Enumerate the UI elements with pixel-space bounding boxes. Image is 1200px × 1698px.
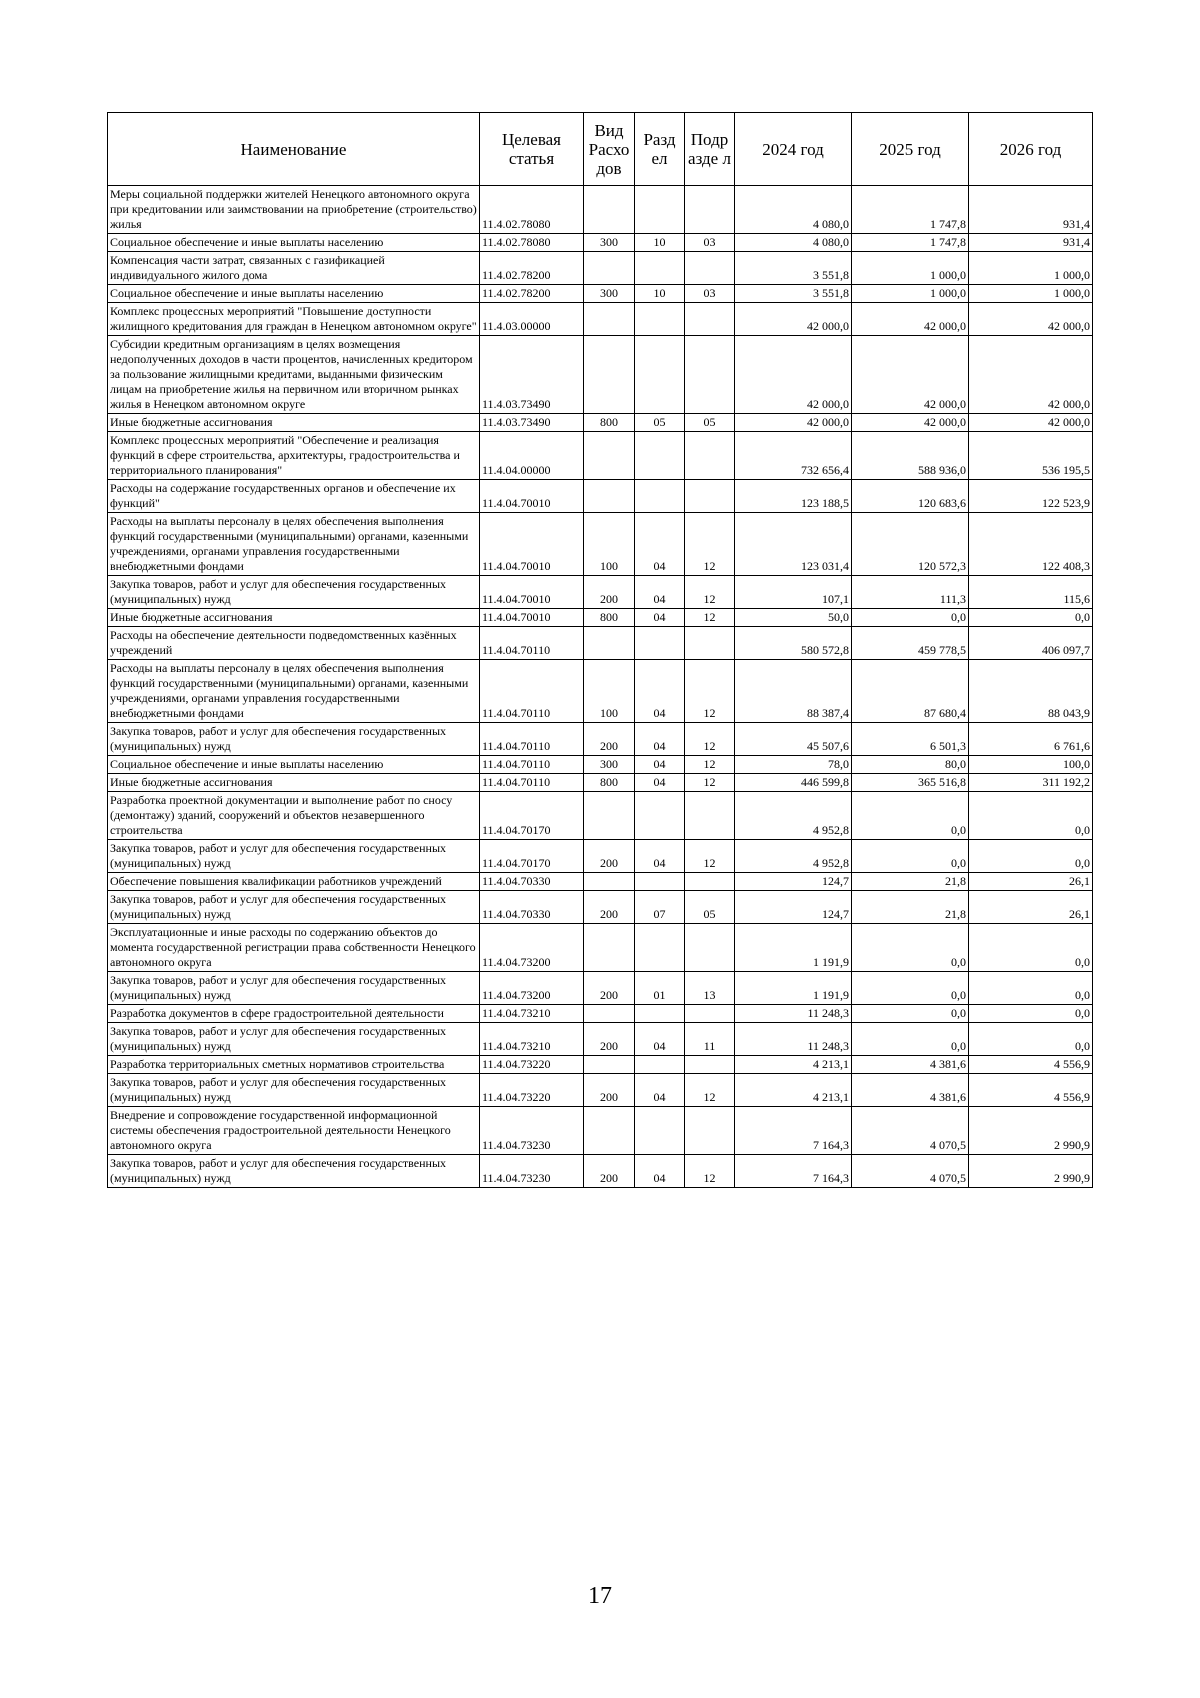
row-value-2025: 459 778,5 [852, 627, 969, 660]
row-target-article: 11.4.04.70330 [480, 873, 584, 891]
header-target-article: Целевая статья [480, 113, 584, 186]
row-value-2025: 21,8 [852, 891, 969, 924]
row-target-article: 11.4.04.73200 [480, 924, 584, 972]
row-subsection [685, 1056, 735, 1074]
row-section: 04 [635, 576, 685, 609]
row-expense-type [584, 627, 635, 660]
table-header-row [108, 113, 1093, 186]
row-subsection: 12 [685, 1074, 735, 1107]
row-value-2025: 588 936,0 [852, 432, 969, 480]
row-target-article: 11.4.03.73490 [480, 336, 584, 414]
row-name: Закупка товаров, работ и услуг для обеспечения государственных (муниципальных) нужд [108, 1155, 480, 1188]
row-subsection [685, 1107, 735, 1155]
row-value-2025: 4 381,6 [852, 1074, 969, 1107]
row-expense-type [584, 303, 635, 336]
row-value-2025: 4 070,5 [852, 1107, 969, 1155]
row-subsection [685, 432, 735, 480]
row-section [635, 480, 685, 513]
row-value-2026: 1 000,0 [969, 285, 1093, 303]
row-name: Расходы на выплаты персоналу в целях обеспечения выполнения функций государственными (муниципальными) органами, казенными учреждениями, органами управления государственными внебюджетными фондами [108, 660, 480, 723]
row-target-article: 11.4.04.70110 [480, 774, 584, 792]
row-expense-type: 200 [584, 576, 635, 609]
row-section: 04 [635, 513, 685, 576]
row-value-2024: 4 213,1 [735, 1074, 852, 1107]
row-section [635, 1056, 685, 1074]
row-section: 10 [635, 285, 685, 303]
row-name: Закупка товаров, работ и услуг для обеспечения государственных (муниципальных) нужд [108, 723, 480, 756]
row-value-2024: 124,7 [735, 891, 852, 924]
row-target-article: 11.4.02.78200 [480, 252, 584, 285]
row-value-2025: 0,0 [852, 924, 969, 972]
row-subsection: 12 [685, 756, 735, 774]
row-value-2026: 0,0 [969, 792, 1093, 840]
row-section: 01 [635, 972, 685, 1005]
row-value-2026: 0,0 [969, 1023, 1093, 1056]
row-expense-type [584, 336, 635, 414]
row-target-article: 11.4.02.78080 [480, 186, 584, 234]
row-value-2026: 0,0 [969, 972, 1093, 1005]
row-expense-type: 200 [584, 1023, 635, 1056]
row-target-article: 11.4.02.78200 [480, 285, 584, 303]
table-row [108, 756, 1093, 774]
row-section [635, 303, 685, 336]
row-value-2024: 88 387,4 [735, 660, 852, 723]
row-target-article: 11.4.04.73230 [480, 1107, 584, 1155]
row-expense-type [584, 792, 635, 840]
row-subsection: 11 [685, 1023, 735, 1056]
row-value-2024: 107,1 [735, 576, 852, 609]
row-name: Иные бюджетные ассигнования [108, 774, 480, 792]
row-target-article: 11.4.04.70010 [480, 609, 584, 627]
row-target-article: 11.4.03.73490 [480, 414, 584, 432]
table-row [108, 924, 1093, 972]
row-value-2024: 11 248,3 [735, 1023, 852, 1056]
row-value-2024: 124,7 [735, 873, 852, 891]
row-value-2024: 732 656,4 [735, 432, 852, 480]
row-value-2026: 0,0 [969, 609, 1093, 627]
row-value-2025: 120 572,3 [852, 513, 969, 576]
row-value-2024: 1 191,9 [735, 924, 852, 972]
row-name: Комплекс процессных мероприятий "Повышение доступности жилищного кредитования для граждан в Ненецком автономном округе" [108, 303, 480, 336]
row-expense-type [584, 480, 635, 513]
row-value-2024: 4 952,8 [735, 840, 852, 873]
row-section: 04 [635, 774, 685, 792]
row-value-2025: 0,0 [852, 840, 969, 873]
row-name: Компенсация части затрат, связанных с газификацией индивидуального жилого дома [108, 252, 480, 285]
row-value-2025: 1 000,0 [852, 252, 969, 285]
row-name: Закупка товаров, работ и услуг для обеспечения государственных (муниципальных) нужд [108, 1023, 480, 1056]
row-value-2025: 4 381,6 [852, 1056, 969, 1074]
row-subsection [685, 924, 735, 972]
table-row [108, 1074, 1093, 1107]
row-value-2024: 580 572,8 [735, 627, 852, 660]
row-subsection [685, 336, 735, 414]
row-subsection [685, 303, 735, 336]
row-target-article: 11.4.04.70110 [480, 756, 584, 774]
row-value-2025: 0,0 [852, 609, 969, 627]
table-row [108, 1107, 1093, 1155]
row-expense-type: 200 [584, 891, 635, 924]
row-subsection [685, 480, 735, 513]
row-value-2026: 26,1 [969, 891, 1093, 924]
row-value-2025: 1 747,8 [852, 234, 969, 252]
row-value-2025: 21,8 [852, 873, 969, 891]
table-row [108, 1056, 1093, 1074]
row-name: Социальное обеспечение и иные выплаты населению [108, 285, 480, 303]
row-value-2026: 0,0 [969, 924, 1093, 972]
row-value-2026: 311 192,2 [969, 774, 1093, 792]
table-row [108, 891, 1093, 924]
row-expense-type: 200 [584, 972, 635, 1005]
row-name: Закупка товаров, работ и услуг для обеспечения государственных (муниципальных) нужд [108, 972, 480, 1005]
row-section: 04 [635, 756, 685, 774]
row-expense-type: 800 [584, 609, 635, 627]
row-value-2025: 42 000,0 [852, 303, 969, 336]
row-value-2025: 87 680,4 [852, 660, 969, 723]
row-value-2026: 931,4 [969, 234, 1093, 252]
row-target-article: 11.4.04.73220 [480, 1074, 584, 1107]
row-value-2024: 4 952,8 [735, 792, 852, 840]
row-section: 10 [635, 234, 685, 252]
row-value-2026: 122 408,3 [969, 513, 1093, 576]
row-value-2024: 42 000,0 [735, 414, 852, 432]
row-expense-type [584, 432, 635, 480]
table-row [108, 873, 1093, 891]
row-subsection: 12 [685, 840, 735, 873]
header-subsection: Подр азде л [685, 113, 735, 186]
row-target-article: 11.4.04.70330 [480, 891, 584, 924]
row-target-article: 11.4.04.73210 [480, 1023, 584, 1056]
row-section [635, 336, 685, 414]
row-section: 04 [635, 840, 685, 873]
row-name: Эксплуатационные и иные расходы по содержанию объектов до момента государственной регистрации права собственности Ненецкого автономного округа [108, 924, 480, 972]
row-value-2024: 7 164,3 [735, 1155, 852, 1188]
row-target-article: 11.4.02.78080 [480, 234, 584, 252]
row-expense-type: 300 [584, 756, 635, 774]
row-target-article: 11.4.04.73200 [480, 972, 584, 1005]
header-expense-type: Вид Расхо дов [584, 113, 635, 186]
row-value-2024: 42 000,0 [735, 303, 852, 336]
row-value-2024: 42 000,0 [735, 336, 852, 414]
row-value-2026: 0,0 [969, 1005, 1093, 1023]
row-expense-type: 200 [584, 840, 635, 873]
row-expense-type: 800 [584, 414, 635, 432]
row-value-2026: 6 761,6 [969, 723, 1093, 756]
row-subsection [685, 627, 735, 660]
table-row [108, 774, 1093, 792]
table-row [108, 627, 1093, 660]
row-value-2025: 42 000,0 [852, 336, 969, 414]
row-name: Закупка товаров, работ и услуг для обеспечения государственных (муниципальных) нужд [108, 1074, 480, 1107]
row-value-2024: 4 080,0 [735, 186, 852, 234]
table-row [108, 336, 1093, 414]
row-name: Субсидии кредитным организациям в целях возмещения недополученных доходов в части процентов, начисленных кредитором за пользование жилищными кредитами, выданными физическим лицам на приобретение жилья на первичном или вторичном рынках жилья в Ненецком автономном округе [108, 336, 480, 414]
row-value-2025: 365 516,8 [852, 774, 969, 792]
row-target-article: 11.4.04.70010 [480, 513, 584, 576]
row-target-article: 11.4.04.70110 [480, 723, 584, 756]
row-name: Закупка товаров, работ и услуг для обеспечения государственных (муниципальных) нужд [108, 891, 480, 924]
budget-table [107, 112, 1093, 1188]
row-value-2026: 4 556,9 [969, 1074, 1093, 1107]
row-section [635, 924, 685, 972]
row-value-2024: 123 188,5 [735, 480, 852, 513]
row-value-2024: 4 213,1 [735, 1056, 852, 1074]
row-subsection: 12 [685, 774, 735, 792]
row-value-2025: 1 000,0 [852, 285, 969, 303]
row-target-article: 11.4.04.00000 [480, 432, 584, 480]
table-row [108, 723, 1093, 756]
row-value-2025: 80,0 [852, 756, 969, 774]
row-subsection: 12 [685, 576, 735, 609]
header-section: Разд ел [635, 113, 685, 186]
row-target-article: 11.4.04.70110 [480, 627, 584, 660]
row-name: Разработка проектной документации и выполнение работ по сносу (демонтажу) зданий, сооружений и объектов незавершенного строительства [108, 792, 480, 840]
row-section: 04 [635, 660, 685, 723]
row-value-2025: 42 000,0 [852, 414, 969, 432]
row-name: Разработка территориальных сметных нормативов строительства [108, 1056, 480, 1074]
row-value-2025: 111,3 [852, 576, 969, 609]
row-value-2026: 26,1 [969, 873, 1093, 891]
row-name: Обеспечение повышения квалификации работников учреждений [108, 873, 480, 891]
row-section [635, 1107, 685, 1155]
row-subsection: 05 [685, 414, 735, 432]
row-subsection [685, 1005, 735, 1023]
row-subsection [685, 252, 735, 285]
table-row [108, 303, 1093, 336]
row-value-2025: 0,0 [852, 792, 969, 840]
table-row [108, 840, 1093, 873]
table-row [108, 792, 1093, 840]
row-name: Социальное обеспечение и иные выплаты населению [108, 756, 480, 774]
row-section [635, 792, 685, 840]
row-expense-type: 300 [584, 285, 635, 303]
row-subsection [685, 186, 735, 234]
table-row [108, 972, 1093, 1005]
row-subsection: 12 [685, 1155, 735, 1188]
row-name: Разработка документов в сфере градостроительной деятельности [108, 1005, 480, 1023]
row-name: Иные бюджетные ассигнования [108, 609, 480, 627]
row-name: Расходы на обеспечение деятельности подведомственных казённых учреждений [108, 627, 480, 660]
header-year-2025: 2025 год [852, 113, 969, 186]
row-value-2024: 45 507,6 [735, 723, 852, 756]
row-subsection: 03 [685, 285, 735, 303]
row-expense-type: 200 [584, 1155, 635, 1188]
row-value-2024: 3 551,8 [735, 285, 852, 303]
row-expense-type [584, 1107, 635, 1155]
row-subsection [685, 873, 735, 891]
row-expense-type: 100 [584, 513, 635, 576]
row-value-2026: 42 000,0 [969, 414, 1093, 432]
row-name: Закупка товаров, работ и услуг для обеспечения государственных (муниципальных) нужд [108, 840, 480, 873]
row-value-2026: 4 556,9 [969, 1056, 1093, 1074]
row-value-2025: 4 070,5 [852, 1155, 969, 1188]
row-section: 04 [635, 609, 685, 627]
row-value-2024: 7 164,3 [735, 1107, 852, 1155]
row-expense-type: 300 [584, 234, 635, 252]
row-section: 05 [635, 414, 685, 432]
row-expense-type: 800 [584, 774, 635, 792]
row-name: Комплекс процессных мероприятий "Обеспечение и реализация функций в сфере строительства, архитектуры, градостроительства и территориального планирования" [108, 432, 480, 480]
row-section [635, 627, 685, 660]
row-target-article: 11.4.04.73230 [480, 1155, 584, 1188]
row-subsection: 12 [685, 723, 735, 756]
table-row [108, 513, 1093, 576]
row-value-2024: 1 191,9 [735, 972, 852, 1005]
row-value-2026: 2 990,9 [969, 1107, 1093, 1155]
table-row [108, 480, 1093, 513]
budget-table-container [107, 112, 1092, 1188]
row-value-2024: 4 080,0 [735, 234, 852, 252]
row-target-article: 11.4.03.00000 [480, 303, 584, 336]
row-subsection: 12 [685, 513, 735, 576]
row-target-article: 11.4.04.73210 [480, 1005, 584, 1023]
row-target-article: 11.4.04.70170 [480, 840, 584, 873]
row-value-2026: 931,4 [969, 186, 1093, 234]
row-name: Иные бюджетные ассигнования [108, 414, 480, 432]
row-expense-type: 100 [584, 660, 635, 723]
row-value-2025: 0,0 [852, 1023, 969, 1056]
row-value-2024: 78,0 [735, 756, 852, 774]
table-row [108, 660, 1093, 723]
row-expense-type [584, 1056, 635, 1074]
table-row [108, 414, 1093, 432]
row-subsection: 12 [685, 660, 735, 723]
row-name: Социальное обеспечение и иные выплаты населению [108, 234, 480, 252]
row-target-article: 11.4.04.70010 [480, 480, 584, 513]
table-row [108, 609, 1093, 627]
row-value-2026: 42 000,0 [969, 303, 1093, 336]
row-subsection: 12 [685, 609, 735, 627]
row-section [635, 1005, 685, 1023]
row-value-2026: 88 043,9 [969, 660, 1093, 723]
row-value-2026: 100,0 [969, 756, 1093, 774]
row-value-2024: 50,0 [735, 609, 852, 627]
header-year-2024: 2024 год [735, 113, 852, 186]
row-name: Закупка товаров, работ и услуг для обеспечения государственных (муниципальных) нужд [108, 576, 480, 609]
row-section: 07 [635, 891, 685, 924]
row-name: Расходы на выплаты персоналу в целях обеспечения выполнения функций государственными (муниципальными) органами, казенными учреждениями, органами управления государственными внебюджетными фондами [108, 513, 480, 576]
row-value-2025: 6 501,3 [852, 723, 969, 756]
row-target-article: 11.4.04.70110 [480, 660, 584, 723]
table-row [108, 234, 1093, 252]
row-value-2025: 120 683,6 [852, 480, 969, 513]
row-value-2024: 3 551,8 [735, 252, 852, 285]
row-name: Расходы на содержание государственных органов и обеспечение их функций" [108, 480, 480, 513]
row-value-2026: 115,6 [969, 576, 1093, 609]
page-number: 17 [588, 1583, 612, 1609]
row-value-2024: 11 248,3 [735, 1005, 852, 1023]
row-expense-type [584, 1005, 635, 1023]
row-name: Меры социальной поддержки жителей Ненецкого автономного округа при кредитовании или заимствовании на приобретение (строительство) жилья [108, 186, 480, 234]
table-row [108, 432, 1093, 480]
row-subsection: 03 [685, 234, 735, 252]
row-expense-type [584, 924, 635, 972]
row-value-2026: 122 523,9 [969, 480, 1093, 513]
header-year-2026: 2026 год [969, 113, 1093, 186]
table-row [108, 252, 1093, 285]
row-section: 04 [635, 1023, 685, 1056]
header-name: Наименование [108, 113, 480, 186]
row-section: 04 [635, 1074, 685, 1107]
row-value-2026: 1 000,0 [969, 252, 1093, 285]
table-row [108, 1155, 1093, 1188]
row-section [635, 873, 685, 891]
row-value-2026: 0,0 [969, 840, 1093, 873]
row-subsection [685, 792, 735, 840]
row-target-article: 11.4.04.70010 [480, 576, 584, 609]
row-section [635, 432, 685, 480]
row-value-2026: 2 990,9 [969, 1155, 1093, 1188]
row-expense-type [584, 186, 635, 234]
row-section [635, 186, 685, 234]
row-value-2026: 406 097,7 [969, 627, 1093, 660]
row-expense-type [584, 252, 635, 285]
row-value-2024: 446 599,8 [735, 774, 852, 792]
row-expense-type: 200 [584, 723, 635, 756]
row-subsection: 05 [685, 891, 735, 924]
table-row [108, 285, 1093, 303]
row-expense-type [584, 873, 635, 891]
table-row [108, 1023, 1093, 1056]
row-value-2024: 123 031,4 [735, 513, 852, 576]
row-section: 04 [635, 1155, 685, 1188]
row-section: 04 [635, 723, 685, 756]
row-expense-type: 200 [584, 1074, 635, 1107]
row-section [635, 252, 685, 285]
row-value-2026: 42 000,0 [969, 336, 1093, 414]
table-body [108, 186, 1093, 1188]
row-value-2026: 536 195,5 [969, 432, 1093, 480]
row-value-2025: 1 747,8 [852, 186, 969, 234]
row-subsection: 13 [685, 972, 735, 1005]
row-name: Внедрение и сопровождение государственной информационной системы обеспечения градостроительной деятельности Ненецкого автономного округа [108, 1107, 480, 1155]
row-target-article: 11.4.04.70170 [480, 792, 584, 840]
table-row [108, 186, 1093, 234]
row-value-2025: 0,0 [852, 1005, 969, 1023]
row-value-2025: 0,0 [852, 972, 969, 1005]
table-row [108, 1005, 1093, 1023]
table-row [108, 576, 1093, 609]
row-target-article: 11.4.04.73220 [480, 1056, 584, 1074]
